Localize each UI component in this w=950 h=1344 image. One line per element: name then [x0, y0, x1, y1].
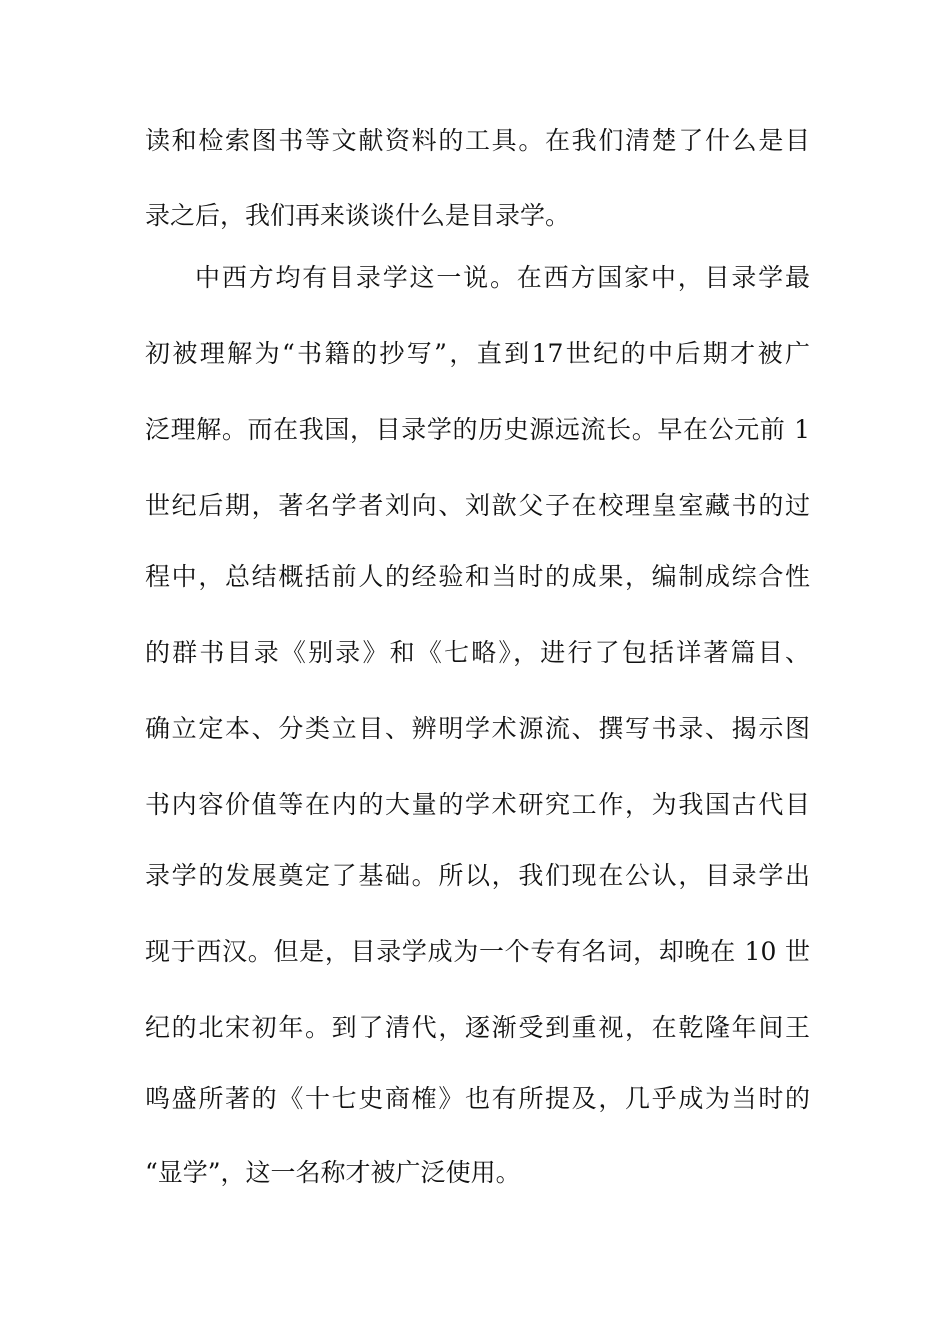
text-line: 世纪后期，著名学者刘向、刘歆父子在校理皇室藏书的过 [145, 491, 810, 520]
text-line: 读和检索图书等文献资料的工具。在我们清楚了什么是目 [145, 126, 810, 155]
text-line: 初被理解为“书籍的抄写”，直到17世纪的中后期才被广 [145, 339, 810, 368]
text-line: 泛理解。而在我国，目录学的历史源远流长。早在公元前 1 [145, 415, 810, 444]
text-line: 纪的北宋初年。到了清代，逐渐受到重视，在乾隆年间王 [145, 1013, 810, 1042]
paragraph-first-line: 中西方均有目录学这一说。在西方国家中，目录学最 [195, 263, 810, 292]
text-line: 现于西汉。但是，目录学成为一个专有名词，却晚在 10 世 [145, 937, 810, 966]
text-line: 书内容价值等在内的大量的学术研究工作，为我国古代目 [145, 790, 810, 819]
text-line: 录学的发展奠定了基础。所以，我们现在公认，目录学出 [145, 861, 810, 890]
text-line: 鸣盛所著的《十七史商榷》也有所提及，几乎成为当时的 [145, 1084, 810, 1113]
text-line: 程中，总结概括前人的经验和当时的成果，编制成综合性 [145, 562, 810, 591]
text-line: 的群书目录《别录》和《七略》，进行了包括详著篇目、 [145, 638, 810, 667]
text-line: “显学”，这一名称才被广泛使用。 [145, 1158, 521, 1187]
text-line: 确立定本、分类立目、辨明学术源流、撰写书录、揭示图 [145, 714, 810, 743]
text-line: 录之后，我们再来谈谈什么是目录学。 [145, 201, 571, 230]
